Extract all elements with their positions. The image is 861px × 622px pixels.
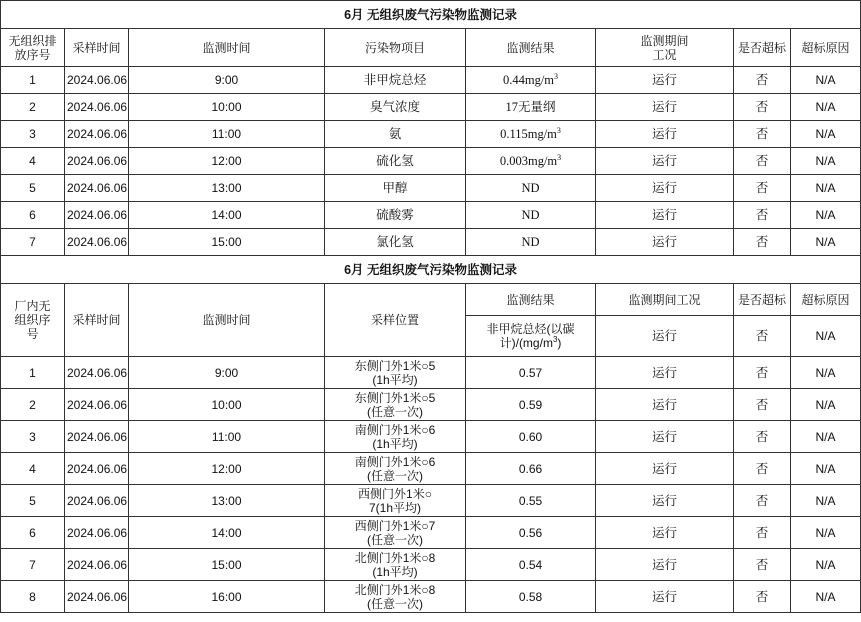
row-no: 7: [1, 549, 65, 581]
row-date: 2024.06.06: [65, 67, 129, 94]
table-row: [1, 389, 861, 421]
row-no: 2: [1, 94, 65, 121]
row-no: 6: [1, 202, 65, 229]
header-result-sub-end: ): [557, 336, 562, 350]
row-exceed: 否: [734, 517, 791, 549]
row-location: [325, 421, 466, 453]
row-result-value: 0.115mg/m: [500, 127, 557, 141]
row-location-line2: (1h平均): [372, 564, 418, 579]
row-result: [466, 67, 596, 94]
row-no: 2: [1, 389, 65, 421]
table-row: [1, 202, 861, 229]
row-location-line1: 东侧门外1米○5: [354, 358, 436, 373]
row-condition: 运行: [596, 94, 734, 121]
row-value: 0.58: [466, 581, 596, 613]
header-result-sub-text: 非甲烷总烃(以碳计)/(mg/m: [486, 322, 575, 350]
row-time: 15:00: [129, 229, 325, 256]
row-result: [466, 202, 596, 229]
row-date: 2024.06.06: [65, 517, 129, 549]
row-location: [325, 389, 466, 421]
row-reason: N/A: [791, 517, 861, 549]
header-exceed: 是否超标: [734, 29, 791, 67]
row-result-unit-sup: 3: [556, 125, 561, 135]
row-condition: 运行: [596, 121, 734, 148]
record-table-body: [1, 1, 861, 613]
row-condition: 运行: [596, 581, 734, 613]
row-exceed: 否: [734, 202, 791, 229]
row-reason: N/A: [791, 453, 861, 485]
subheader-exceed: 否: [734, 316, 791, 357]
row-exceed: 否: [734, 121, 791, 148]
row-condition: 运行: [596, 148, 734, 175]
row-location: [325, 549, 466, 581]
row-no: 1: [1, 67, 65, 94]
row-location-line2: (任意一次): [367, 468, 423, 483]
row-exceed: 否: [734, 148, 791, 175]
row-condition: 运行: [596, 485, 734, 517]
row-exceed: 否: [734, 389, 791, 421]
table-row: [1, 549, 861, 581]
subheader-condition: 运行: [596, 316, 734, 357]
row-date: 2024.06.06: [65, 389, 129, 421]
row-date: 2024.06.06: [65, 202, 129, 229]
row-date: 2024.06.06: [65, 485, 129, 517]
row-date: 2024.06.06: [65, 94, 129, 121]
row-reason: N/A: [791, 121, 861, 148]
row-time: 9:00: [129, 67, 325, 94]
row-result-value: 0.003mg/m: [499, 154, 558, 168]
table-row: [1, 485, 861, 517]
row-exceed: 否: [734, 175, 791, 202]
row-location: [325, 581, 466, 613]
row-pollutant: 氨: [325, 121, 466, 148]
row-time: 15:00: [129, 549, 325, 581]
row-pollutant: 氯化氢: [325, 229, 466, 256]
row-time: 10:00: [129, 94, 325, 121]
row-exceed: 否: [734, 421, 791, 453]
row-result: [466, 121, 596, 148]
row-pollutant: 臭气浓度: [325, 94, 466, 121]
row-reason: N/A: [791, 229, 861, 256]
row-time: 11:00: [129, 121, 325, 148]
row-time: 10:00: [129, 389, 325, 421]
row-result: [466, 229, 596, 256]
row-date: 2024.06.06: [65, 121, 129, 148]
row-date: 2024.06.06: [65, 148, 129, 175]
table-row: [1, 453, 861, 485]
header-result-sub: [466, 316, 596, 357]
row-condition: 运行: [596, 549, 734, 581]
row-location-line1: 西侧门外1米○7: [354, 518, 436, 533]
row-reason: N/A: [791, 357, 861, 389]
table-row: [1, 357, 861, 389]
table2-title: 6月 无组织废气污染物监测记录: [1, 256, 861, 284]
row-date: 2024.06.06: [65, 453, 129, 485]
row-value: 0.59: [466, 389, 596, 421]
row-reason: N/A: [791, 485, 861, 517]
row-value: 0.60: [466, 421, 596, 453]
row-date: 2024.06.06: [65, 357, 129, 389]
row-reason: N/A: [791, 67, 861, 94]
table-row: [1, 94, 861, 121]
row-condition: 运行: [596, 67, 734, 94]
row-no: 4: [1, 148, 65, 175]
header-monitoring-time: 监测时间: [129, 284, 325, 357]
table-row: [1, 581, 861, 613]
row-exceed: 否: [734, 453, 791, 485]
header-result-sub-sup: 3: [552, 335, 558, 344]
row-reason: N/A: [791, 202, 861, 229]
row-date: 2024.06.06: [65, 175, 129, 202]
row-result: [466, 148, 596, 175]
header-sampling-time: 采样时间: [65, 284, 129, 357]
row-result-value: ND: [521, 208, 540, 222]
row-location-line1: 北侧门外1米○8: [354, 550, 436, 565]
row-condition: 运行: [596, 389, 734, 421]
row-reason: N/A: [791, 421, 861, 453]
row-exceed: 否: [734, 357, 791, 389]
row-pollutant: 甲醇: [325, 175, 466, 202]
row-exceed: 否: [734, 229, 791, 256]
row-reason: N/A: [791, 389, 861, 421]
row-location-line2: (1h平均): [372, 372, 418, 387]
header-factory-no: 厂内无组织序号: [1, 284, 65, 357]
table-row: [1, 148, 861, 175]
header-location: 采样位置: [325, 284, 466, 357]
table-row: [1, 67, 861, 94]
row-result-value: 17无量纲: [505, 100, 556, 114]
row-location-line2: (任意一次): [367, 404, 423, 419]
row-no: 5: [1, 175, 65, 202]
row-no: 6: [1, 517, 65, 549]
row-exceed: 否: [734, 67, 791, 94]
row-no: 4: [1, 453, 65, 485]
header-sampling-time: 采样时间: [65, 29, 129, 67]
row-result-value: ND: [521, 181, 540, 195]
row-exceed: 否: [734, 581, 791, 613]
row-condition: 运行: [596, 202, 734, 229]
row-reason: N/A: [791, 175, 861, 202]
header-condition: 监测期间工况: [596, 284, 734, 316]
table1-header-row: [1, 29, 861, 67]
table-row: [1, 517, 861, 549]
header-exceed: 是否超标: [734, 284, 791, 316]
table-row: [1, 421, 861, 453]
row-location-line1: 南侧门外1米○6: [354, 454, 436, 469]
row-condition: 运行: [596, 421, 734, 453]
row-time: 14:00: [129, 202, 325, 229]
row-no: 1: [1, 357, 65, 389]
row-no: 8: [1, 581, 65, 613]
row-time: 13:00: [129, 485, 325, 517]
row-location-line2: (1h平均): [372, 436, 418, 451]
row-date: 2024.06.06: [65, 549, 129, 581]
row-location-line2: (任意一次): [367, 596, 423, 611]
header-reason: 超标原因: [791, 29, 861, 67]
header-result: 监测结果: [466, 284, 596, 316]
row-pollutant: 硫化氢: [325, 148, 466, 175]
row-result-value: ND: [521, 235, 540, 249]
row-location-line2: 7(1h平均): [368, 500, 421, 515]
row-time: 14:00: [129, 517, 325, 549]
row-exceed: 否: [734, 549, 791, 581]
table-row: [1, 229, 861, 256]
table1-title-row: [1, 1, 861, 29]
row-location: [325, 453, 466, 485]
row-no: 7: [1, 229, 65, 256]
row-location-line1: 西侧门外1米○: [358, 486, 432, 501]
row-location-line1: 北侧门外1米○8: [354, 582, 436, 597]
row-date: 2024.06.06: [65, 581, 129, 613]
row-reason: N/A: [791, 148, 861, 175]
row-location-line1: 东侧门外1米○5: [354, 390, 436, 405]
row-condition: 运行: [596, 229, 734, 256]
row-reason: N/A: [791, 94, 861, 121]
row-no: 5: [1, 485, 65, 517]
row-condition: 运行: [596, 357, 734, 389]
table2-header-row: [1, 284, 861, 316]
row-pollutant: 非甲烷总烃: [325, 67, 466, 94]
row-condition: 运行: [596, 453, 734, 485]
row-time: 13:00: [129, 175, 325, 202]
row-time: 9:00: [129, 357, 325, 389]
header-reason: 超标原因: [791, 284, 861, 316]
row-date: 2024.06.06: [65, 229, 129, 256]
subheader-reason: N/A: [791, 316, 861, 357]
row-pollutant: 硫酸雾: [325, 202, 466, 229]
header-monitoring-time: 监测时间: [129, 29, 325, 67]
row-result-value: 0.44mg/m: [502, 73, 555, 87]
row-exceed: 否: [734, 485, 791, 517]
row-location: [325, 357, 466, 389]
table1-title: 6月 无组织废气污染物监测记录: [1, 1, 861, 29]
row-result-unit-sup: 3: [554, 71, 559, 81]
header-result: 监测结果: [466, 29, 596, 67]
row-value: 0.57: [466, 357, 596, 389]
row-exceed: 否: [734, 94, 791, 121]
row-reason: N/A: [791, 549, 861, 581]
row-result-unit-sup: 3: [557, 152, 562, 162]
row-time: 16:00: [129, 581, 325, 613]
row-value: 0.56: [466, 517, 596, 549]
row-time: 12:00: [129, 453, 325, 485]
row-reason: N/A: [791, 581, 861, 613]
table-row: [1, 121, 861, 148]
header-condition: 监测期间工况: [596, 29, 734, 67]
row-result: [466, 175, 596, 202]
row-value: 0.54: [466, 549, 596, 581]
row-no: 3: [1, 121, 65, 148]
header-pollutant: 污染物项目: [325, 29, 466, 67]
row-location: [325, 485, 466, 517]
header-emission-no: 无组织排放序号: [1, 29, 65, 67]
row-date: 2024.06.06: [65, 421, 129, 453]
row-value: 0.55: [466, 485, 596, 517]
row-time: 11:00: [129, 421, 325, 453]
row-condition: 运行: [596, 517, 734, 549]
row-location-line1: 南侧门外1米○6: [354, 422, 436, 437]
row-no: 3: [1, 421, 65, 453]
table-row: [1, 175, 861, 202]
row-condition: 运行: [596, 175, 734, 202]
row-result: [466, 94, 596, 121]
row-value: 0.66: [466, 453, 596, 485]
row-location-line2: (任意一次): [367, 532, 423, 547]
row-time: 12:00: [129, 148, 325, 175]
row-location: [325, 517, 466, 549]
table2-title-row: [1, 256, 861, 284]
